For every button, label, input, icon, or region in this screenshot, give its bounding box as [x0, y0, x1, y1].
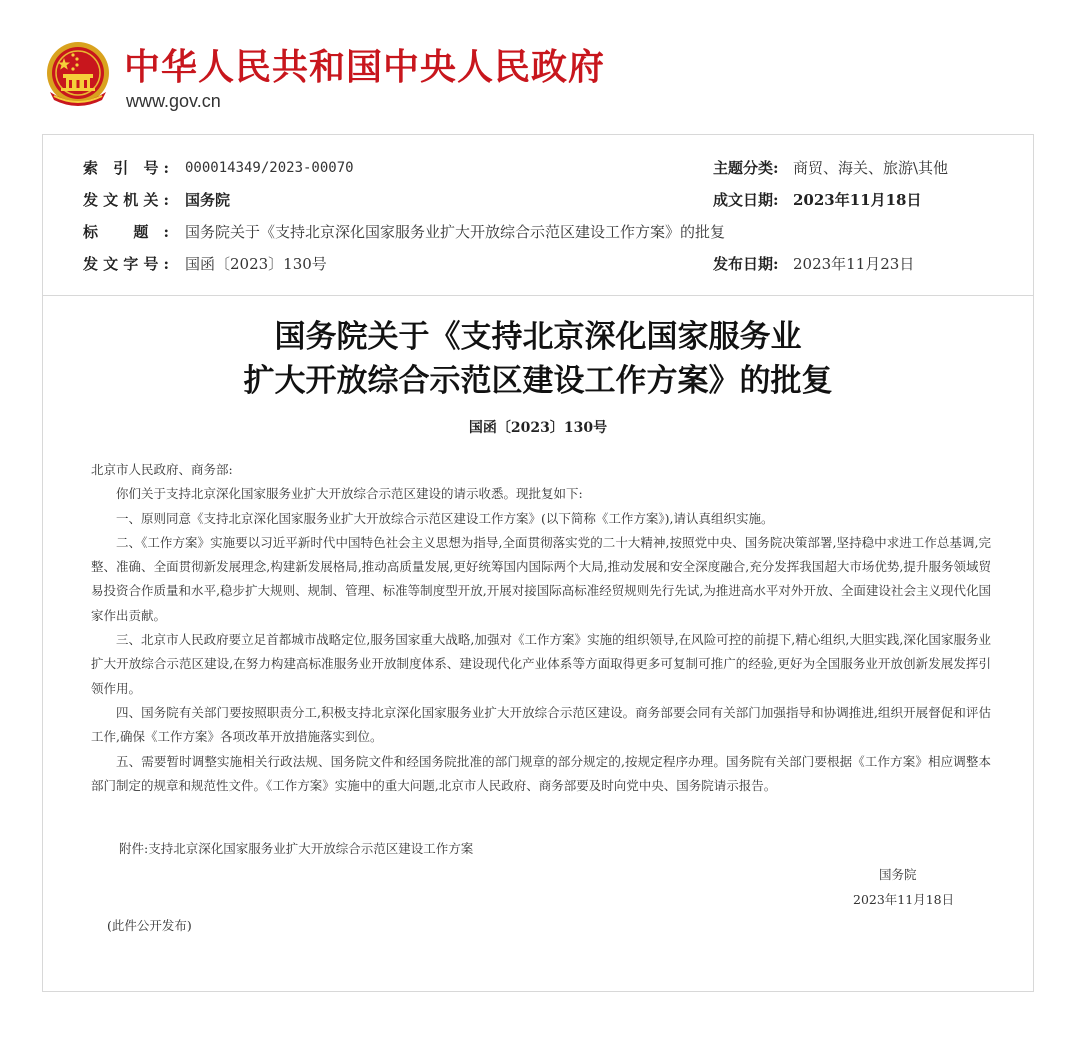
attachment-line: 附件:支持北京深化国家服务业扩大开放综合示范区建设工作方案	[119, 841, 474, 856]
written-date-value: 2023年11月18日	[793, 191, 922, 209]
salutation: 北京市人民政府、商务部:	[91, 462, 233, 477]
public-release-note: (此件公开发布)	[107, 918, 192, 933]
issuer-value: 国务院	[185, 191, 231, 209]
document-body	[91, 458, 991, 798]
document-panel	[42, 134, 1034, 992]
meta-row-issuer	[43, 185, 1033, 215]
national-emblem-icon[interactable]	[44, 40, 112, 108]
signer: 国务院	[879, 867, 917, 882]
topic-value: 商贸、海关、旅游\其他	[793, 159, 949, 177]
written-date-label: 成文日期:	[713, 191, 779, 209]
topic-label: 主题分类:	[713, 159, 779, 177]
site-name[interactable]: 中华人民共和国中央人民政府	[124, 47, 606, 88]
index-label: 索 引 号:	[83, 159, 169, 177]
paragraph-1: 一、原则同意《支持北京深化国家服务业扩大开放综合示范区建设工作方案》(以下简称《工作方案》),请认真组织实施。	[116, 510, 774, 526]
doc-number-label: 发文字号:	[83, 255, 169, 273]
title-value: 国务院关于《支持北京深化国家服务业扩大开放综合示范区建设工作方案》的批复	[185, 223, 726, 241]
meta-row-doc-number	[43, 249, 1033, 279]
document-number: 国函〔2023〕130号	[468, 420, 608, 436]
doc-number-value: 国函〔2023〕130号	[185, 255, 327, 273]
metadata-table	[43, 135, 1033, 296]
publish-date-label: 发布日期:	[713, 255, 779, 273]
meta-row-title	[43, 217, 1033, 247]
publish-date-value: 2023年11月23日	[793, 255, 915, 273]
paragraph-5: 五、需要暂时调整实施相关行政法规、国务院文件和经国务院批准的部门规章的部分规定的,按规定程序办理。国务院有关部门要根据《工作方案》相应调整本部门制定的规章和规范性文件。《工作方案》实施中的重大问题,北京市人民政府、商务部要及时向党中央、国务院请示报告。	[91, 753, 991, 793]
paragraph-4: 四、国务院有关部门要按照职责分工,积极支持北京深化国家服务业扩大开放综合示范区建设。商务部要会同有关部门加强指导和协调推进,组织开展督促和评估工作,确保《工作方案》各项改革开放措施落实到位。	[91, 704, 991, 745]
document-title	[43, 315, 1033, 403]
site-header	[44, 40, 744, 120]
paragraph-intro: 你们关于支持北京深化国家服务业扩大开放综合示范区建设的请示收悉。现批复如下:	[116, 486, 583, 502]
issuer-label: 发文机关:	[83, 191, 169, 209]
meta-row-index	[43, 153, 1033, 183]
index-value: 000014349/2023-00070	[185, 160, 354, 176]
paragraph-2: 二、《工作方案》实施要以习近平新时代中国特色社会主义思想为指导,全面贯彻落实党的二十大精神,按照党中央、国务院决策部署,坚持稳中求进工作总基调,完整、准确、全面贯彻新发展理念,构建新发展格局,推动高质量发展,更好统筹国内国际两个大局,推动发展和安全深度融合,充分发挥我国超大市场优势,提升服务领域贸易投资合作质量和水平,稳步扩大规则、规制、管理、标准等制度型开放,开展对接国际高标准经贸规则先行先试,为推进高水平对外开放、全面建设社会主义现代化国家作出贡献。	[91, 534, 991, 623]
document-title-line1: 国务院关于《支持北京深化国家服务业	[274, 319, 802, 355]
title-label: 标 题:	[83, 223, 169, 241]
sign-date: 2023年11月18日	[853, 892, 955, 907]
document-title-line2: 扩大开放综合示范区建设工作方案》的批复	[243, 363, 833, 399]
site-domain[interactable]: www.gov.cn	[126, 91, 221, 111]
paragraph-3: 三、北京市人民政府要立足首都城市战略定位,服务国家重大战略,加强对《工作方案》实施的组织领导,在风险可控的前提下,精心组织,大胆实践,深化国家服务业扩大开放综合示范区建设,在努力构建高标准服务业开放制度体系、建设现代化产业体系等方面取得更多可复制可推广的经验,更好为全国服务业开放创新发展发挥引领作用。	[91, 632, 991, 696]
